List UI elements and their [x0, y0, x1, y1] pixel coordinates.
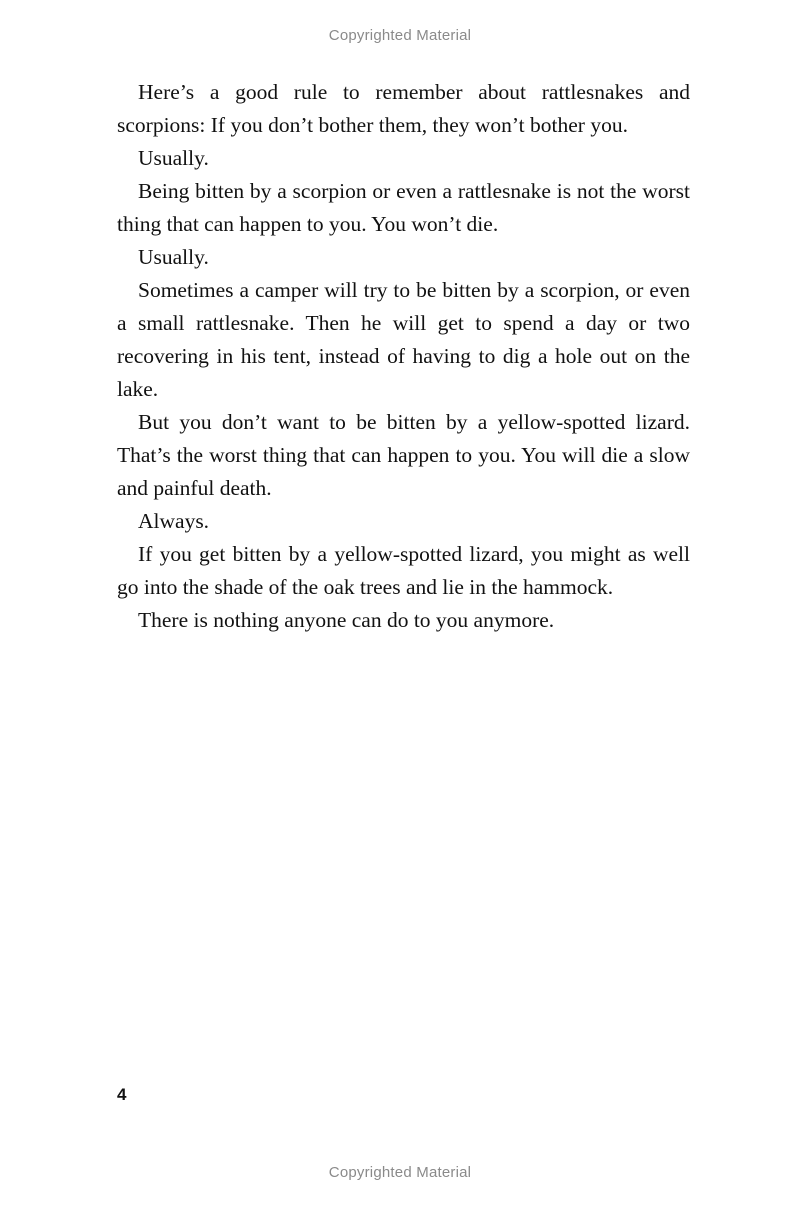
paragraph: Usually.	[138, 245, 209, 269]
paragraph: Here’s a good rule to remember about rattlesnakes and scorpions: If you don’t bother them, they won’t bother you.	[117, 80, 690, 137]
page-body	[117, 76, 690, 637]
page-number: 4	[117, 1085, 127, 1104]
paragraph: Always.	[138, 509, 210, 533]
paragraph: But you don’t want to be bitten by a yellow-spotted lizard. That’s the worst thing that can happen to you. You will die a slow and painful death.	[117, 410, 690, 500]
paragraph: Being bitten by a scorpion or even a rattlesnake is not the worst thing that can happen to you. You won’t die.	[117, 179, 690, 236]
copyright-watermark-top: Copyrighted Material	[328, 27, 472, 44]
paragraph: There is nothing anyone can do to you anymore.	[138, 608, 555, 632]
paragraph: Sometimes a camper will try to be bitten by a scorpion, or even a small rattlesnake. Then he will get to spend a day or two recovering in his tent, instead of having to dig a hole out on the lake.	[117, 278, 690, 401]
paragraph: If you get bitten by a yellow-spotted lizard, you might as well go into the shade of the oak trees and lie in the hammock.	[117, 542, 690, 599]
copyright-watermark-bottom: Copyrighted Material	[328, 1164, 472, 1181]
paragraph: Usually.	[138, 146, 209, 170]
